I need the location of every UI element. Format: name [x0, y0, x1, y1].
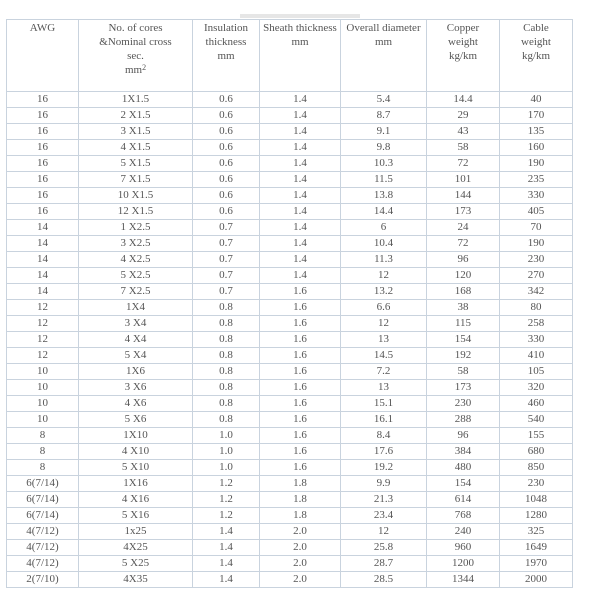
cell-cores: 5 X16 [79, 508, 193, 524]
header-insulation-unit: mm [217, 50, 235, 62]
cell-copper-weight: 58 [427, 140, 500, 156]
cell-cores: 4 X2.5 [79, 252, 193, 268]
cell-awg: 4(7/12) [7, 524, 79, 540]
cell-insulation: 0.6 [193, 172, 260, 188]
cell-awg: 8 [7, 460, 79, 476]
cell-copper-weight: 614 [427, 492, 500, 508]
cell-cores: 4 X6 [79, 396, 193, 412]
header-cores-line1: No. of cores [108, 22, 163, 34]
cell-awg: 16 [7, 188, 79, 204]
cell-cable-weight: 155 [500, 428, 573, 444]
cell-insulation: 0.6 [193, 108, 260, 124]
table-row [7, 252, 573, 268]
header-cores-unit-wrap [79, 63, 192, 77]
cell-cores: 3 X4 [79, 316, 193, 332]
table-row [7, 508, 573, 524]
cell-diameter: 23.4 [341, 508, 427, 524]
cell-awg: 8 [7, 428, 79, 444]
cell-diameter: 11.5 [341, 172, 427, 188]
cell-cable-weight: 330 [500, 332, 573, 348]
cell-insulation: 1.0 [193, 444, 260, 460]
cell-cable-weight: 80 [500, 300, 573, 316]
cell-sheath: 1.6 [260, 380, 341, 396]
table-row [7, 284, 573, 300]
cell-sheath: 2.0 [260, 556, 341, 572]
cell-cable-weight: 40 [500, 92, 573, 108]
table-row [7, 140, 573, 156]
cell-diameter: 12 [341, 316, 427, 332]
cell-diameter: 6.6 [341, 300, 427, 316]
cell-sheath: 1.4 [260, 220, 341, 236]
cell-insulation: 0.7 [193, 220, 260, 236]
table-row [7, 524, 573, 540]
header-cores [79, 20, 193, 92]
table-row [7, 428, 573, 444]
cell-copper-weight: 120 [427, 268, 500, 284]
cell-cable-weight: 1280 [500, 508, 573, 524]
cell-diameter: 12 [341, 268, 427, 284]
cell-awg: 16 [7, 108, 79, 124]
cell-sheath: 1.6 [260, 332, 341, 348]
cell-diameter: 7.2 [341, 364, 427, 380]
cell-diameter: 8.7 [341, 108, 427, 124]
cell-awg: 10 [7, 380, 79, 396]
cell-copper-weight: 72 [427, 156, 500, 172]
cell-diameter: 9.8 [341, 140, 427, 156]
cell-awg: 14 [7, 236, 79, 252]
cell-diameter: 14.5 [341, 348, 427, 364]
cell-insulation: 0.6 [193, 124, 260, 140]
cell-sheath: 1.8 [260, 492, 341, 508]
table-body [7, 92, 573, 588]
cell-diameter: 11.3 [341, 252, 427, 268]
cell-cable-weight: 135 [500, 124, 573, 140]
header-cores-unit-sup: 2 [142, 63, 147, 72]
cell-diameter: 9.9 [341, 476, 427, 492]
header-cable-line1: Cable [523, 22, 549, 34]
cell-cable-weight: 190 [500, 156, 573, 172]
cell-awg: 14 [7, 268, 79, 284]
cell-copper-weight: 168 [427, 284, 500, 300]
cell-insulation: 0.8 [193, 316, 260, 332]
cell-cores: 3 X1.5 [79, 124, 193, 140]
cell-insulation: 1.4 [193, 540, 260, 556]
cell-awg: 16 [7, 124, 79, 140]
cell-cable-weight: 850 [500, 460, 573, 476]
cell-diameter: 10.3 [341, 156, 427, 172]
cell-copper-weight: 96 [427, 252, 500, 268]
cell-diameter: 13 [341, 380, 427, 396]
cell-awg: 6(7/14) [7, 476, 79, 492]
cell-copper-weight: 192 [427, 348, 500, 364]
cell-sheath: 1.6 [260, 396, 341, 412]
cell-cable-weight: 160 [500, 140, 573, 156]
cell-insulation: 0.7 [193, 268, 260, 284]
cell-awg: 8 [7, 444, 79, 460]
cell-awg: 12 [7, 316, 79, 332]
cell-copper-weight: 96 [427, 428, 500, 444]
header-cable-unit: kg/km [521, 50, 551, 62]
cell-cable-weight: 410 [500, 348, 573, 364]
cell-copper-weight: 115 [427, 316, 500, 332]
cell-insulation: 0.8 [193, 300, 260, 316]
cell-insulation: 1.4 [193, 556, 260, 572]
header-diameter-line1: Overall diameter [346, 22, 421, 34]
table-row [7, 108, 573, 124]
cell-copper-weight: 101 [427, 172, 500, 188]
top-strip [0, 0, 600, 19]
table-row [7, 476, 573, 492]
cell-sheath: 1.4 [260, 172, 341, 188]
cell-sheath: 2.0 [260, 572, 341, 588]
cell-sheath: 2.0 [260, 540, 341, 556]
cell-copper-weight: 1344 [427, 572, 500, 588]
cell-copper-weight: 768 [427, 508, 500, 524]
cell-awg: 2(7/10) [7, 572, 79, 588]
cell-sheath: 1.4 [260, 268, 341, 284]
table-row [7, 444, 573, 460]
cell-diameter: 19.2 [341, 460, 427, 476]
header-diameter-unit: mm [374, 36, 393, 48]
cell-sheath: 1.6 [260, 284, 341, 300]
cell-sheath: 1.6 [260, 428, 341, 444]
cell-sheath: 1.4 [260, 236, 341, 252]
cell-cores: 5 X4 [79, 348, 193, 364]
cell-insulation: 0.6 [193, 140, 260, 156]
cell-awg: 16 [7, 140, 79, 156]
table-row [7, 220, 573, 236]
cell-awg: 16 [7, 92, 79, 108]
cell-awg: 14 [7, 252, 79, 268]
cell-cores: 1 X2.5 [79, 220, 193, 236]
header-awg-label: AWG [29, 22, 56, 34]
cell-cores: 4X25 [79, 540, 193, 556]
cell-awg: 16 [7, 204, 79, 220]
cell-insulation: 0.6 [193, 188, 260, 204]
cell-copper-weight: 58 [427, 364, 500, 380]
cell-insulation: 1.2 [193, 492, 260, 508]
cell-insulation: 0.6 [193, 156, 260, 172]
cell-awg: 14 [7, 284, 79, 300]
cell-cable-weight: 270 [500, 268, 573, 284]
cell-copper-weight: 29 [427, 108, 500, 124]
cell-diameter: 16.1 [341, 412, 427, 428]
cell-cable-weight: 70 [500, 220, 573, 236]
cell-sheath: 1.6 [260, 300, 341, 316]
cell-sheath: 1.8 [260, 508, 341, 524]
cell-awg: 4(7/12) [7, 556, 79, 572]
cell-cores: 5 X6 [79, 412, 193, 428]
cell-diameter: 28.5 [341, 572, 427, 588]
cell-copper-weight: 230 [427, 396, 500, 412]
table-row [7, 236, 573, 252]
cell-diameter: 13 [341, 332, 427, 348]
cell-sheath: 1.6 [260, 364, 341, 380]
header-row [7, 20, 573, 92]
cell-cores: 7 X2.5 [79, 284, 193, 300]
cell-cable-weight: 680 [500, 444, 573, 460]
cell-cores: 1x25 [79, 524, 193, 540]
header-insulation-line2: thickness [205, 36, 247, 48]
cell-copper-weight: 173 [427, 380, 500, 396]
cell-diameter: 6 [341, 220, 427, 236]
cell-insulation: 1.2 [193, 508, 260, 524]
table-header [7, 20, 573, 92]
header-copper-weight [427, 20, 500, 92]
table-row [7, 540, 573, 556]
cell-cable-weight: 170 [500, 108, 573, 124]
cell-awg: 10 [7, 364, 79, 380]
cable-spec-table [6, 19, 573, 588]
cell-copper-weight: 38 [427, 300, 500, 316]
cell-cores: 4 X1.5 [79, 140, 193, 156]
cell-copper-weight: 960 [427, 540, 500, 556]
cell-cable-weight: 1048 [500, 492, 573, 508]
cell-insulation: 1.4 [193, 572, 260, 588]
cell-cores: 1X10 [79, 428, 193, 444]
top-cropped-mark [240, 14, 360, 18]
cell-copper-weight: 1200 [427, 556, 500, 572]
cell-cable-weight: 342 [500, 284, 573, 300]
cell-copper-weight: 72 [427, 236, 500, 252]
table-row [7, 348, 573, 364]
table-row [7, 396, 573, 412]
cell-cores: 10 X1.5 [79, 188, 193, 204]
header-diameter [341, 20, 427, 92]
cell-cores: 4 X16 [79, 492, 193, 508]
cell-sheath: 1.4 [260, 108, 341, 124]
cell-cable-weight: 190 [500, 236, 573, 252]
header-cores-line3: sec. [127, 50, 144, 62]
cell-awg: 16 [7, 156, 79, 172]
cell-diameter: 25.8 [341, 540, 427, 556]
cell-insulation: 1.0 [193, 460, 260, 476]
table-row [7, 268, 573, 284]
cell-insulation: 0.8 [193, 396, 260, 412]
table-row [7, 124, 573, 140]
cell-cores: 1X4 [79, 300, 193, 316]
cell-sheath: 1.4 [260, 252, 341, 268]
cell-sheath: 2.0 [260, 524, 341, 540]
cell-cable-weight: 235 [500, 172, 573, 188]
cell-awg: 10 [7, 412, 79, 428]
cell-insulation: 0.8 [193, 348, 260, 364]
cell-diameter: 15.1 [341, 396, 427, 412]
cell-copper-weight: 144 [427, 188, 500, 204]
table-row [7, 332, 573, 348]
header-cores-unit: mm [124, 64, 143, 76]
cell-insulation: 1.4 [193, 524, 260, 540]
cell-copper-weight: 384 [427, 444, 500, 460]
cell-diameter: 5.4 [341, 92, 427, 108]
cell-diameter: 21.3 [341, 492, 427, 508]
table-row [7, 556, 573, 572]
table-row [7, 460, 573, 476]
cell-insulation: 0.8 [193, 412, 260, 428]
cell-cores: 3 X2.5 [79, 236, 193, 252]
table-row [7, 156, 573, 172]
cell-sheath: 1.4 [260, 124, 341, 140]
cell-cores: 5 X2.5 [79, 268, 193, 284]
cell-insulation: 1.2 [193, 476, 260, 492]
header-copper-line2: weight [448, 36, 478, 48]
cell-copper-weight: 154 [427, 332, 500, 348]
cell-awg: 12 [7, 300, 79, 316]
cell-copper-weight: 14.4 [427, 92, 500, 108]
cell-diameter: 13.2 [341, 284, 427, 300]
cell-sheath: 1.6 [260, 348, 341, 364]
cell-cable-weight: 2000 [500, 572, 573, 588]
table-row [7, 492, 573, 508]
cell-cores: 2 X1.5 [79, 108, 193, 124]
cell-copper-weight: 288 [427, 412, 500, 428]
cell-cores: 3 X6 [79, 380, 193, 396]
cell-awg: 10 [7, 396, 79, 412]
table-row [7, 204, 573, 220]
cell-awg: 14 [7, 220, 79, 236]
cell-awg: 6(7/14) [7, 508, 79, 524]
cell-cores: 4 X10 [79, 444, 193, 460]
cell-cores: 4X35 [79, 572, 193, 588]
cell-cable-weight: 540 [500, 412, 573, 428]
cell-diameter: 12 [341, 524, 427, 540]
cell-cores: 5 X25 [79, 556, 193, 572]
cell-sheath: 1.4 [260, 188, 341, 204]
cell-awg: 16 [7, 172, 79, 188]
cell-cores: 7 X1.5 [79, 172, 193, 188]
cell-cable-weight: 1649 [500, 540, 573, 556]
cell-awg: 6(7/14) [7, 492, 79, 508]
cell-sheath: 1.4 [260, 92, 341, 108]
cell-diameter: 14.4 [341, 204, 427, 220]
header-cores-line2: &Nominal cross [99, 36, 172, 48]
header-cable-weight [500, 20, 573, 92]
cell-cable-weight: 330 [500, 188, 573, 204]
cell-sheath: 1.4 [260, 204, 341, 220]
cell-cable-weight: 405 [500, 204, 573, 220]
cell-cable-weight: 230 [500, 476, 573, 492]
cell-sheath: 1.6 [260, 412, 341, 428]
cell-awg: 12 [7, 332, 79, 348]
cell-copper-weight: 154 [427, 476, 500, 492]
cell-copper-weight: 43 [427, 124, 500, 140]
cell-cable-weight: 320 [500, 380, 573, 396]
cell-cores: 1X16 [79, 476, 193, 492]
header-copper-unit: kg/km [448, 50, 478, 62]
cell-cores: 4 X4 [79, 332, 193, 348]
table-row [7, 172, 573, 188]
cell-awg: 12 [7, 348, 79, 364]
cell-diameter: 28.7 [341, 556, 427, 572]
header-copper-line1: Copper [446, 22, 480, 34]
cell-sheath: 1.6 [260, 460, 341, 476]
cell-insulation: 0.6 [193, 204, 260, 220]
cell-diameter: 8.4 [341, 428, 427, 444]
cell-sheath: 1.6 [260, 316, 341, 332]
cell-cable-weight: 1970 [500, 556, 573, 572]
cell-copper-weight: 173 [427, 204, 500, 220]
table-row [7, 300, 573, 316]
cell-diameter: 13.8 [341, 188, 427, 204]
cell-cable-weight: 258 [500, 316, 573, 332]
cell-cable-weight: 460 [500, 396, 573, 412]
header-insulation-line1: Insulation [204, 22, 248, 34]
header-sheath-unit: mm [291, 36, 309, 48]
cell-insulation: 0.8 [193, 364, 260, 380]
cell-cable-weight: 105 [500, 364, 573, 380]
cell-sheath: 1.4 [260, 156, 341, 172]
table-row [7, 188, 573, 204]
cell-insulation: 0.6 [193, 92, 260, 108]
cell-insulation: 0.7 [193, 236, 260, 252]
cell-insulation: 0.8 [193, 380, 260, 396]
cell-insulation: 0.7 [193, 284, 260, 300]
header-sheath-line1: Sheath thickness [263, 22, 337, 34]
table-row [7, 364, 573, 380]
cell-awg: 4(7/12) [7, 540, 79, 556]
cell-cores: 1X1.5 [79, 92, 193, 108]
cell-cores: 12 X1.5 [79, 204, 193, 220]
cell-insulation: 0.7 [193, 252, 260, 268]
cell-cores: 5 X10 [79, 460, 193, 476]
cell-insulation: 0.8 [193, 332, 260, 348]
header-insulation [193, 20, 260, 92]
table-row [7, 412, 573, 428]
header-awg [7, 20, 79, 92]
cell-copper-weight: 480 [427, 460, 500, 476]
cell-sheath: 1.8 [260, 476, 341, 492]
table-row [7, 316, 573, 332]
cell-cores: 1X6 [79, 364, 193, 380]
table-row [7, 572, 573, 588]
cell-copper-weight: 240 [427, 524, 500, 540]
cell-diameter: 10.4 [341, 236, 427, 252]
table-row [7, 380, 573, 396]
header-cable-line2: weight [521, 36, 551, 48]
cell-sheath: 1.6 [260, 444, 341, 460]
cell-diameter: 9.1 [341, 124, 427, 140]
table-row [7, 92, 573, 108]
header-sheath [260, 20, 341, 92]
cell-sheath: 1.4 [260, 140, 341, 156]
cell-diameter: 17.6 [341, 444, 427, 460]
cell-cable-weight: 325 [500, 524, 573, 540]
cell-copper-weight: 24 [427, 220, 500, 236]
cell-cores: 5 X1.5 [79, 156, 193, 172]
cell-cable-weight: 230 [500, 252, 573, 268]
cell-insulation: 1.0 [193, 428, 260, 444]
